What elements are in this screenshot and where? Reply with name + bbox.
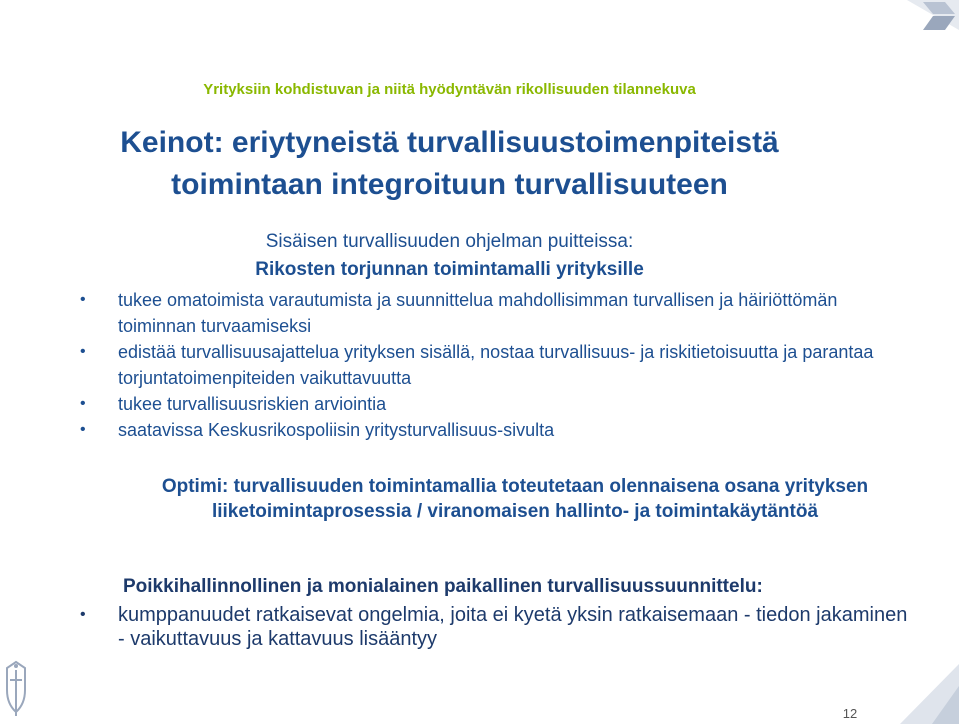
page-number: 12 [842,706,858,721]
optimi-statement: Optimi: turvallisuuden toimintamallia toteutetaan olennaisena osana yrityksen liiketoimintaprosessia / viranomaisen hallinto- ja toimintakäytäntöä [161,476,869,522]
intro-line-2: Rikosten torjunnan toimintamalli yrityksille [255,259,644,280]
police-emblem-icon [3,660,29,720]
bullet-item: • saatavissa Keskusrikospoliisin yritysturvallisuus-sivulta [78,417,918,443]
bullet-list [78,287,918,443]
section2-bullet-list [78,603,918,651]
title-line-2: toimintaan integroituun turvallisuuteen [171,168,728,201]
bullet-item: • tukee omatoimista varautumista ja suunnittelua mahdollisimman turvallisen ja häiriöttömän toiminnan turvaamiseksi [78,287,918,339]
intro-line-1: Sisäisen turvallisuuden ohjelman puitteissa: [265,231,634,252]
bullet-item: • kumppanuudet ratkaisevat ongelmia, joita ei kyetä yksin ratkaisemaan - tiedon jakaminen - vaikuttavuus ja kattavuus lisääntyy [78,603,918,651]
slide-title [0,122,899,206]
title-line-1: Keinot: eriytyneistä turvallisuustoimenpiteistä [120,126,779,159]
corner-logo-icon [897,0,959,36]
section2-heading: Poikkihallinnollinen ja monialainen paikallinen turvallisuussuunnittelu: [123,576,763,597]
slide-subtitle: Yrityksiin kohdistuvan ja niitä hyödyntävän rikollisuuden tilannekuva [203,81,696,98]
bullet-item: • edistää turvallisuusajattelua yrityksen sisällä, nostaa turvallisuus- ja riskitietoisuutta ja parantaa torjuntatoimenpiteiden vaikuttavuutta [78,339,918,391]
corner-chevron-icon [880,664,959,724]
bullet-item: • tukee turvallisuusriskien arviointia [78,391,918,417]
